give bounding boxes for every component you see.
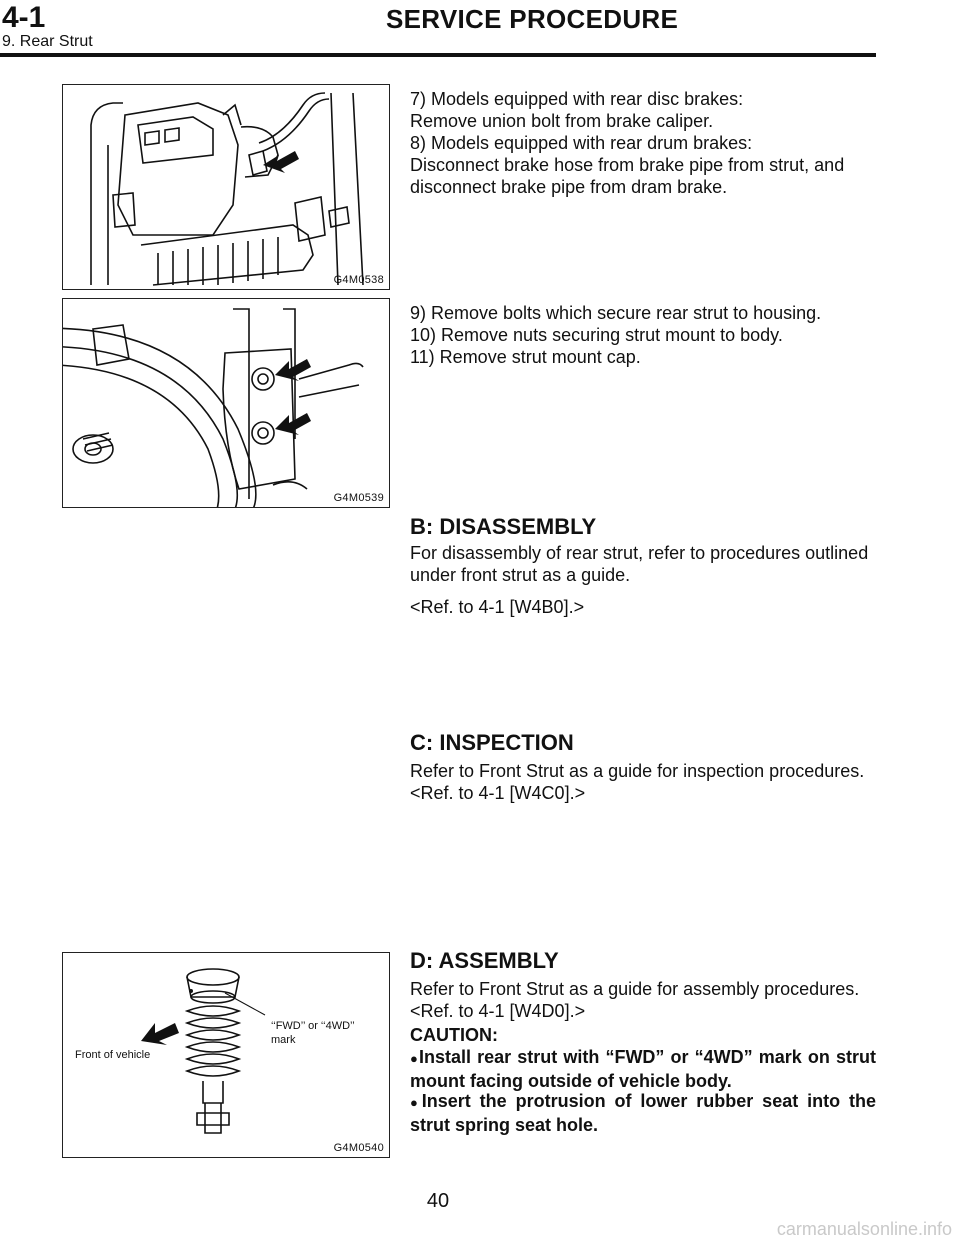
step-line: 9) Remove bolts which secure rear strut to housing. xyxy=(410,303,822,323)
step-line: 11) Remove strut mount cap. xyxy=(410,347,641,367)
figure-label: G4M0540 xyxy=(333,1142,384,1154)
disassembly-line: under front strut as a guide. xyxy=(410,565,631,585)
disassembly-text xyxy=(410,542,876,586)
figure-label: G4M0539 xyxy=(333,492,384,504)
callout-fwd-mark-line-1: ‘‘FWD’’ or ‘‘4WD’’ xyxy=(271,1020,355,1032)
section-number: 4-1 xyxy=(2,1,46,34)
step-line: Disconnect brake hose from brake pipe from strut, and xyxy=(410,155,845,175)
caution-bullet-text: Install rear strut with “FWD” or “4WD” mark on strut mount facing outside of vehicle body. xyxy=(410,1047,876,1091)
inspection-line: Refer to Front Strut as a guide for inspection procedures. xyxy=(410,761,865,781)
step-line: 8) Models equipped with rear drum brakes: xyxy=(410,133,753,153)
figure-strut-assembly xyxy=(62,952,390,1158)
caution-bullet-1 xyxy=(410,1046,876,1092)
header-rule xyxy=(0,53,876,57)
disassembly-ref: <Ref. to 4-1 [W4B0].> xyxy=(410,597,585,617)
page-number: 40 xyxy=(426,1190,450,1212)
step-line: 7) Models equipped with rear disc brakes: xyxy=(410,89,744,109)
inspection-text xyxy=(410,760,876,804)
figure-label: G4M0538 xyxy=(333,274,384,286)
caution-bullet-2 xyxy=(410,1090,876,1136)
assembly-ref: <Ref. to 4-1 [W4D0].> xyxy=(410,1001,586,1021)
callout-front-of-vehicle: Front of vehicle xyxy=(75,1049,151,1061)
disassembly-line: For disassembly of rear strut, refer to procedures outlined xyxy=(410,543,869,563)
figure-strut-bolts xyxy=(62,298,390,508)
inspection-ref: <Ref. to 4-1 [W4C0].> xyxy=(410,783,586,803)
brake-caliper-drawing xyxy=(63,85,389,289)
assembly-text xyxy=(410,978,876,1022)
section-title: SERVICE PROCEDURE xyxy=(386,4,679,34)
callout-fwd-mark xyxy=(271,1019,355,1047)
subsection-title: 9. Rear Strut xyxy=(2,33,93,50)
bullet-icon: ● xyxy=(410,1095,422,1110)
callout-fwd-mark-line-2: mark xyxy=(271,1034,296,1046)
assembly-line: Refer to Front Strut as a guide for assembly procedures. xyxy=(410,979,860,999)
figure-brake-caliper xyxy=(62,84,390,290)
steps-block-1 xyxy=(410,88,876,198)
assembly-heading: D: ASSEMBLY xyxy=(410,948,559,973)
step-line: 10) Remove nuts securing strut mount to body. xyxy=(410,325,783,345)
caution-title: CAUTION: xyxy=(410,1025,498,1045)
steps-block-2 xyxy=(410,302,876,368)
step-line: disconnect brake pipe from dram brake. xyxy=(410,177,728,197)
strut-bolts-drawing xyxy=(63,299,389,507)
disassembly-heading: B: DISASSEMBLY xyxy=(410,514,597,539)
caution-bullet-text: Insert the protrusion of lower rubber seat into the strut spring seat hole. xyxy=(410,1091,876,1135)
step-line: Remove union bolt from brake caliper. xyxy=(410,111,714,131)
watermark: carmanualsonline.info xyxy=(776,1219,952,1239)
bullet-icon: ● xyxy=(410,1051,419,1066)
inspection-heading: C: INSPECTION xyxy=(410,730,574,755)
